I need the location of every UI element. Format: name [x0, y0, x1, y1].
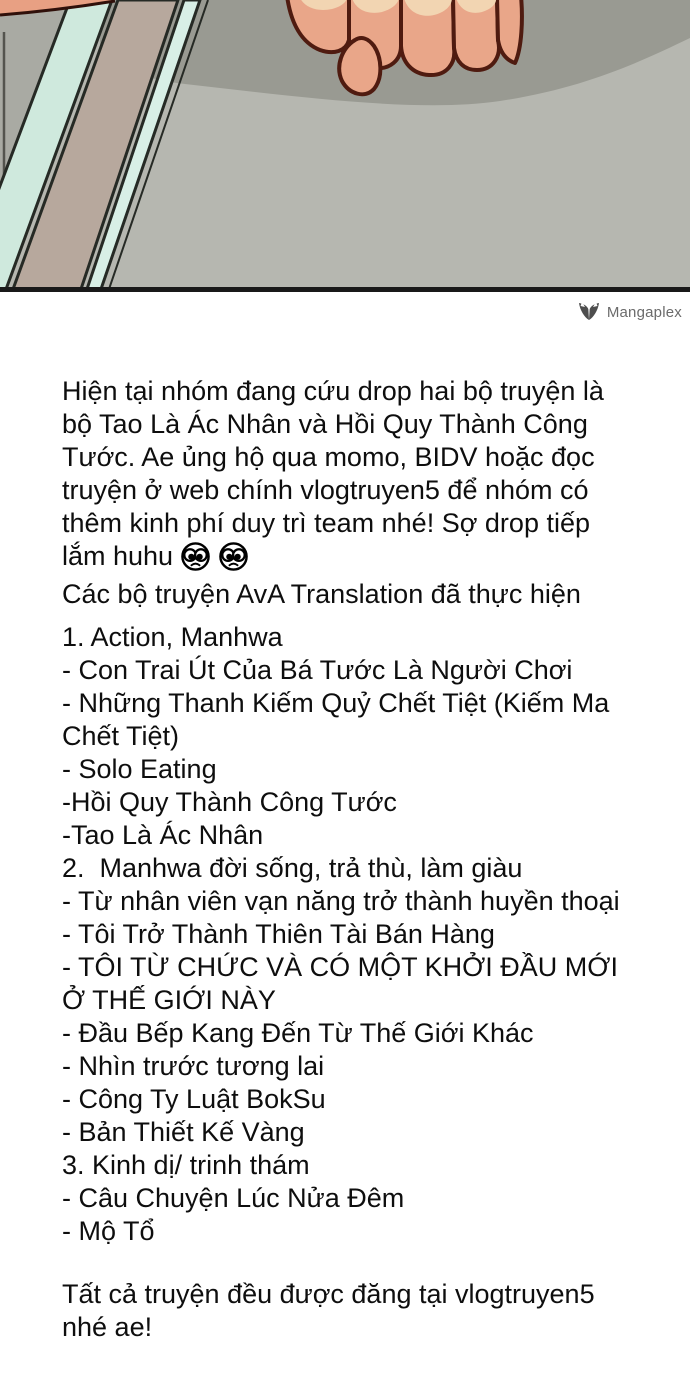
mangaplex-logo-icon — [577, 301, 601, 323]
series-line: - Con Trai Út Của Bá Tước Là Người Chơi — [62, 655, 573, 685]
translator-note — [0, 324, 690, 1344]
series-line: - Những Thanh Kiếm Quỷ Chết Tiệt (Kiếm Ma — [62, 688, 610, 718]
comic-panel — [0, 0, 690, 292]
footer-line: Tất cả truyện đều được đăng tại vlogtruyen5 — [62, 1279, 595, 1309]
intro-paragraph — [62, 375, 670, 540]
credits-header: Các bộ truyện AvA Translation đã thực hiện — [62, 579, 581, 609]
series-line: -Hồi Quy Thành Công Tước — [62, 787, 397, 817]
series-line: 3. Kinh dị/ trinh thám — [62, 1150, 310, 1180]
footer-paragraph — [62, 1278, 670, 1344]
pleading-face-emoji — [218, 541, 249, 572]
panel-illustration — [0, 0, 690, 287]
intro-line: truyện ở web chính vlogtruyen5 để nhóm có — [62, 475, 589, 505]
series-line: -Tao Là Ác Nhân — [62, 820, 264, 850]
mangaplex-brand-text: Mangaplex — [606, 303, 682, 321]
intro-line: Tước. Ae ủng hộ qua momo, BIDV hoặc đọc — [62, 442, 595, 472]
intro-line: Hiện tại nhóm đang cứu drop hai bộ truyện là — [62, 376, 604, 406]
series-line: - Câu Chuyện Lúc Nửa Đêm — [62, 1183, 405, 1213]
series-line: - Mộ Tổ — [62, 1216, 155, 1246]
series-line: - Tôi Trở Thành Thiên Tài Bán Hàng — [62, 919, 495, 949]
pleading-face-emoji — [180, 541, 211, 572]
mangaplex-watermark — [0, 300, 690, 324]
series-line: - Bản Thiết Kế Vàng — [62, 1117, 305, 1147]
emoji-line-text: lắm huhu — [62, 541, 174, 571]
series-line: - Đầu Bếp Kang Đến Từ Thế Giới Khác — [62, 1018, 534, 1048]
series-line: - Nhìn trước tương lai — [62, 1051, 325, 1081]
series-catalog — [62, 621, 670, 1248]
series-line: Chết Tiệt) — [62, 721, 180, 751]
emoji-line — [62, 540, 670, 573]
intro-line: bộ Tao Là Ác Nhân và Hồi Quy Thành Công — [62, 409, 588, 439]
series-line: 2. Manhwa đời sống, trả thù, làm giàu — [62, 853, 523, 883]
series-line: - Công Ty Luật BokSu — [62, 1084, 326, 1114]
series-line: 1. Action, Manhwa — [62, 622, 283, 652]
footer-line: nhé ae! — [62, 1312, 153, 1342]
series-line: Ở THẾ GIỚI NÀY — [62, 985, 276, 1015]
intro-line: thêm kinh phí duy trì team nhé! Sợ drop tiếp — [62, 508, 590, 538]
series-line: - Từ nhân viên vạn năng trở thành huyền thoại — [62, 886, 620, 916]
series-line: - TÔI TỪ CHỨC VÀ CÓ MỘT KHỞI ĐẦU MỚI — [62, 952, 618, 982]
series-line: - Solo Eating — [62, 754, 217, 784]
